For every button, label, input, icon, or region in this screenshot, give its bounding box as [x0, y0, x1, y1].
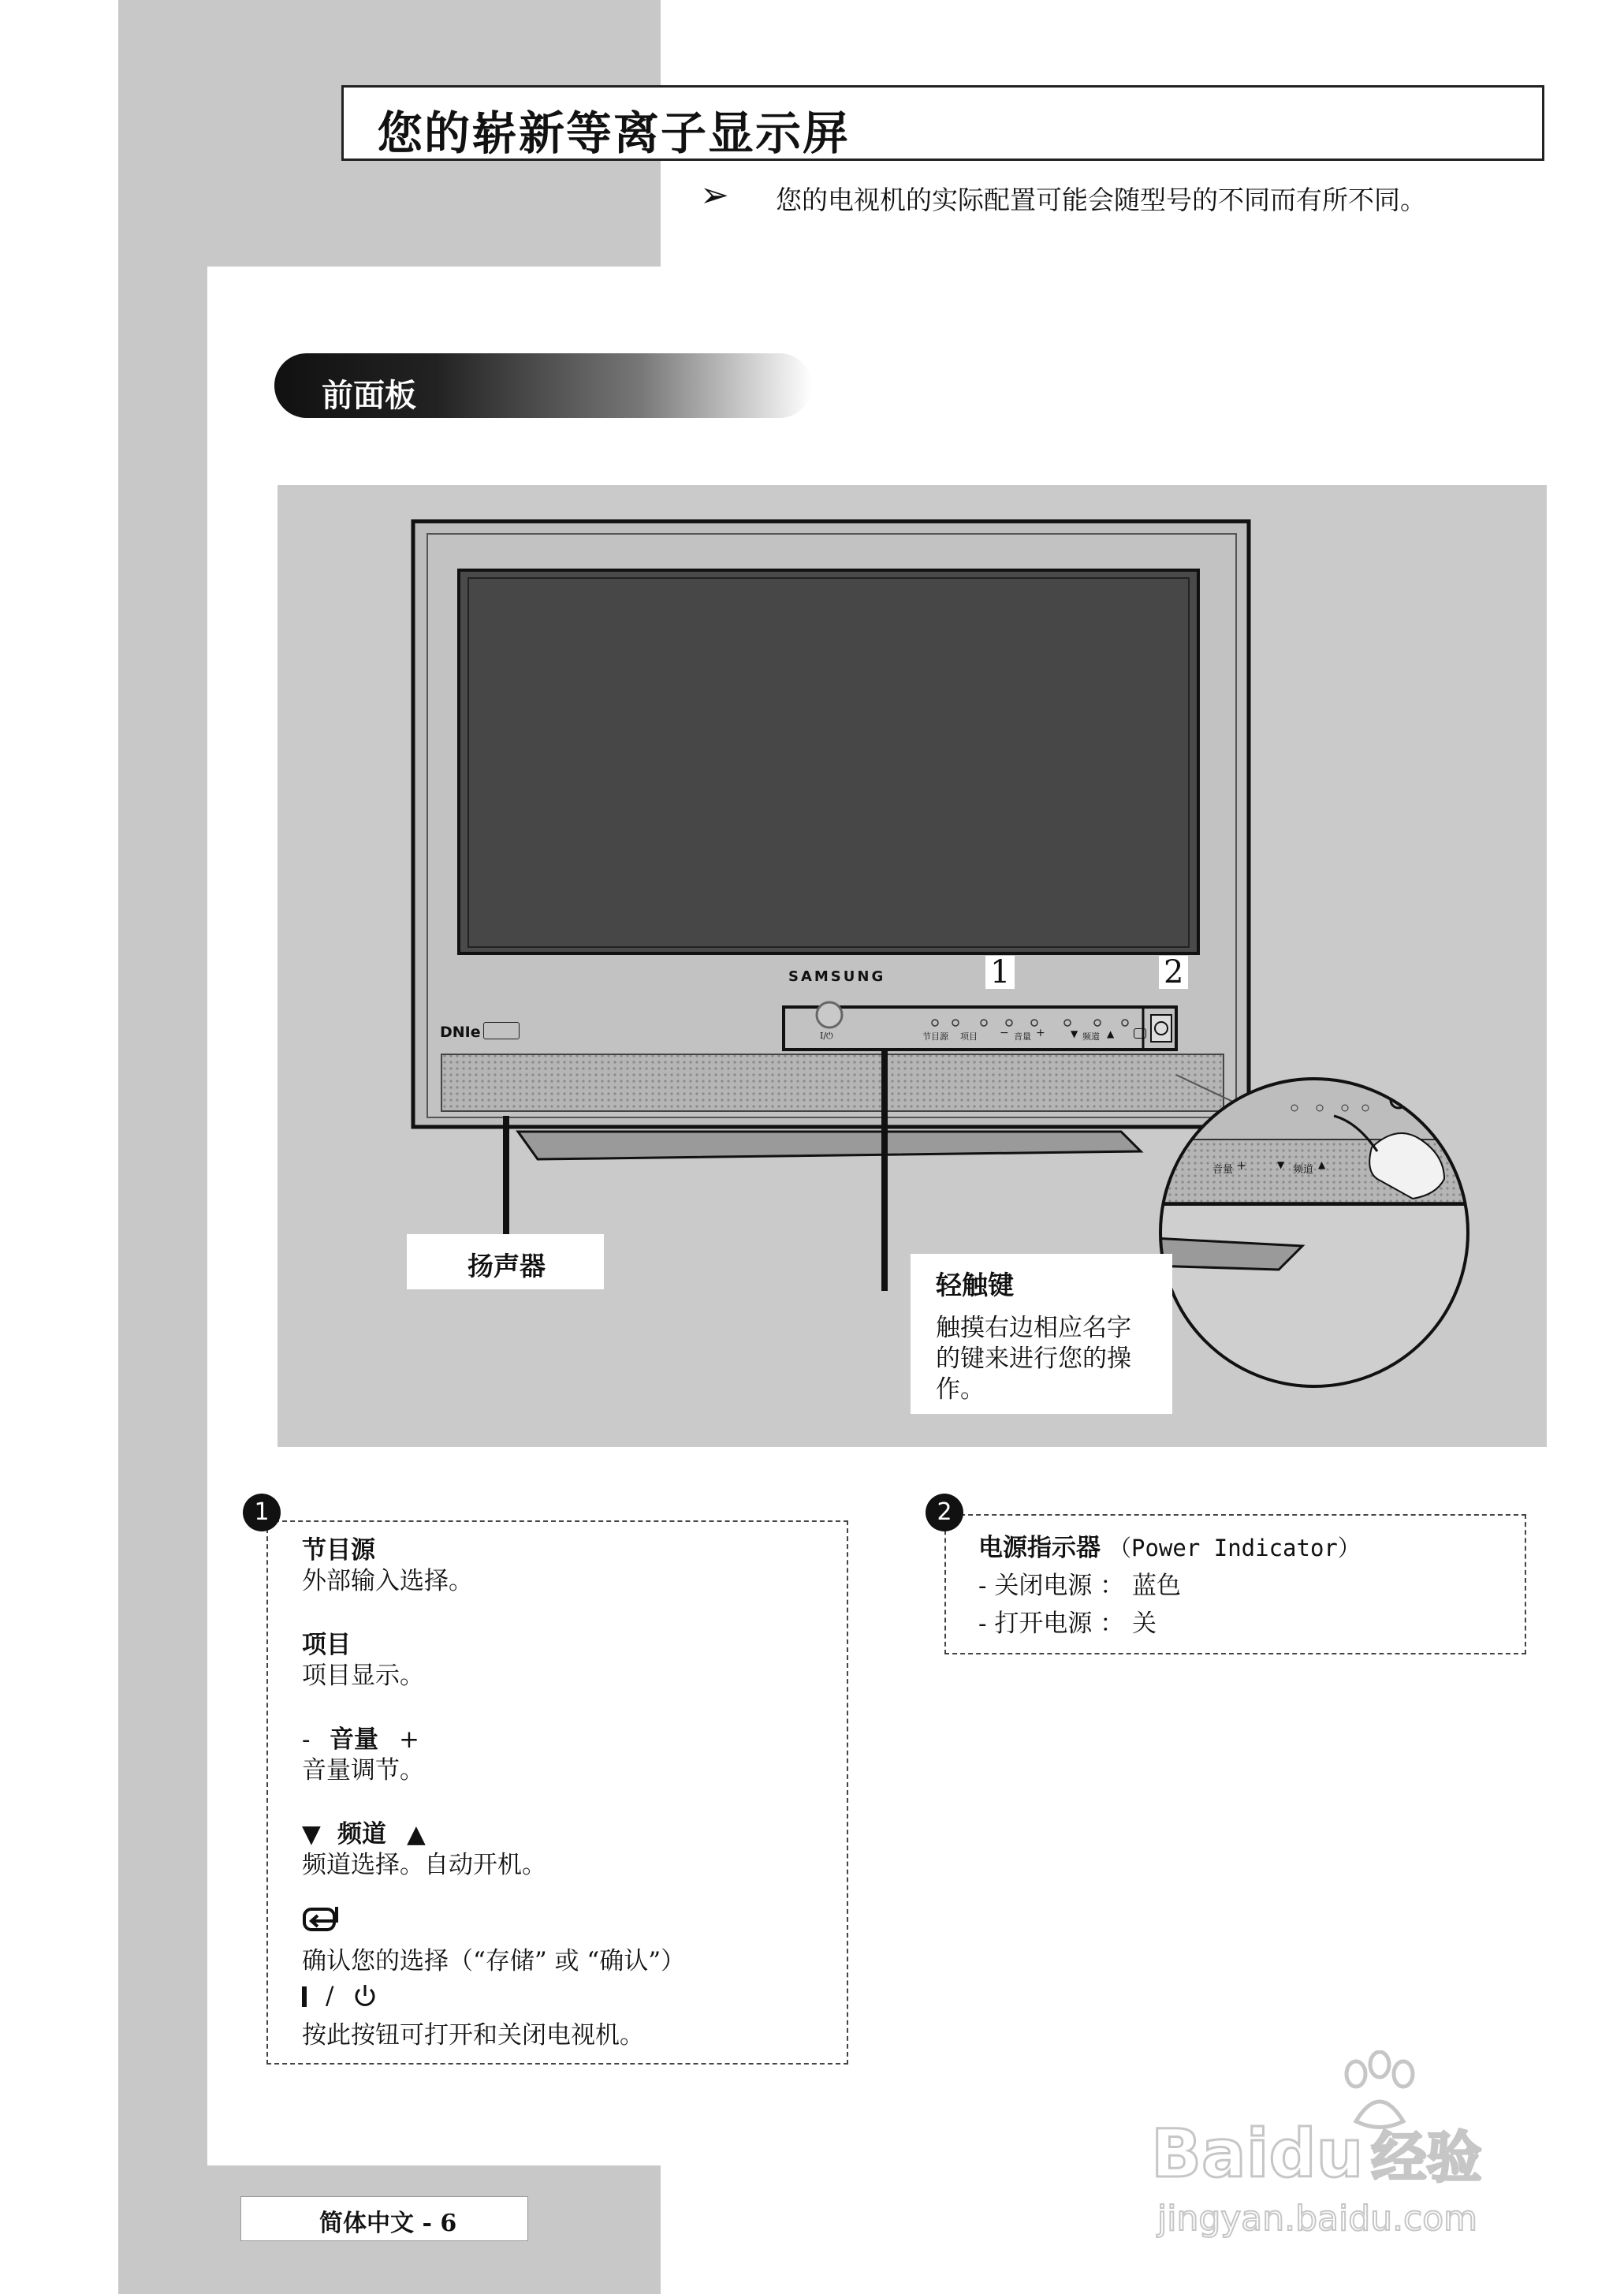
panel-vol-minus: − — [1000, 1027, 1009, 1039]
zoom-plus-label: + — [1236, 1158, 1247, 1173]
page-title: 您的崭新等离子显示屏 — [377, 106, 851, 160]
left-gray-strip — [118, 0, 207, 2294]
section-heading: 前面板 — [322, 377, 416, 414]
srs-logo — [483, 1022, 520, 1039]
panel-volume-label: 音量 — [1014, 1031, 1031, 1042]
note-text: 您的电视机的实际配置可能会随型号的不同而有所不同。 — [776, 185, 1426, 215]
power-on-line: - 打开电源 ： 关 — [978, 1610, 1157, 1638]
zoom-ch-down: ▼ — [1277, 1159, 1285, 1170]
zoom-channel-label: 频道 — [1293, 1164, 1314, 1176]
zoom-ch-up: ▲ — [1318, 1159, 1326, 1170]
arrow-icon: ➢ — [700, 175, 729, 215]
zoom-volume-label: 音量 — [1212, 1164, 1234, 1176]
panel-ch-down: ▼ — [1071, 1028, 1078, 1039]
panel-channel-label: 频道 — [1082, 1031, 1100, 1042]
channel-desc: 频道选择。自动开机。 — [302, 1851, 546, 1879]
menu-desc: 项目显示。 — [302, 1662, 424, 1690]
channel-title: 频道 — [337, 1820, 386, 1848]
watermark-brand-c: 经验 — [1371, 2125, 1482, 2190]
speaker-callout-label: 扬声器 — [467, 1251, 546, 1281]
enter-icon — [302, 1905, 340, 1934]
volume-title: 音量 — [330, 1725, 378, 1754]
channel-down-icon: ▼ — [302, 1820, 321, 1848]
power-indicator-title: 电源指示器 — [978, 1534, 1101, 1562]
source-desc: 外部输入选择。 — [302, 1567, 473, 1595]
volume-plus: + — [399, 1725, 419, 1754]
watermark-brand-a: Bai — [1151, 2115, 1269, 2192]
marker-2: 2 — [1159, 956, 1188, 989]
panel-enter-icon — [1134, 1028, 1146, 1039]
panel-ch-up: ▲ — [1107, 1028, 1115, 1039]
power-separator: / — [326, 1982, 334, 2010]
touch-keys-title: 轻触键 — [936, 1270, 1014, 1300]
dnie-logo: DNIe — [440, 1024, 481, 1041]
watermark-brand — [1151, 2113, 1481, 2193]
panel-vol-plus: + — [1036, 1027, 1045, 1039]
watermark-url: jingyan.baidu.com — [1157, 2199, 1478, 2239]
power-icon — [352, 1983, 378, 2009]
enter-desc: 确认您的选择（“存储” 或 “确认”） — [302, 1947, 686, 1975]
channel-up-icon: ▲ — [407, 1820, 426, 1848]
touch-keys-line-2: 的键来进行您的操 — [936, 1345, 1131, 1373]
touch-keys-line-1: 触摸右边相应名字 — [936, 1314, 1131, 1342]
power-desc: 按此按钮可打开和关闭电视机。 — [302, 2021, 644, 2050]
box-2-number: 2 — [926, 1494, 963, 1531]
panel-menu-label: 项目 — [960, 1031, 978, 1042]
menu-title: 项目 — [302, 1631, 351, 1659]
power-indicator-title-en: （Power Indicator） — [1108, 1535, 1361, 1561]
touch-keys-line-3: 作。 — [936, 1375, 985, 1404]
page-number: 简体中文 - 6 — [319, 2210, 457, 2237]
power-bar-icon — [302, 1986, 307, 2007]
power-off-line: - 关闭电源 ： 蓝色 — [978, 1572, 1182, 1600]
box-1-number: 1 — [243, 1494, 281, 1531]
marker-1: 1 — [985, 956, 1015, 989]
volume-minus: - — [302, 1725, 311, 1754]
watermark-brand-b: du — [1268, 2115, 1364, 2192]
volume-desc: 音量调节。 — [302, 1756, 424, 1785]
panel-source-label: 节目源 — [922, 1031, 948, 1042]
panel-power-label: I/⏻ — [820, 1031, 833, 1041]
source-title: 节目源 — [302, 1536, 375, 1565]
brand-logo: SAMSUNG — [788, 968, 886, 985]
